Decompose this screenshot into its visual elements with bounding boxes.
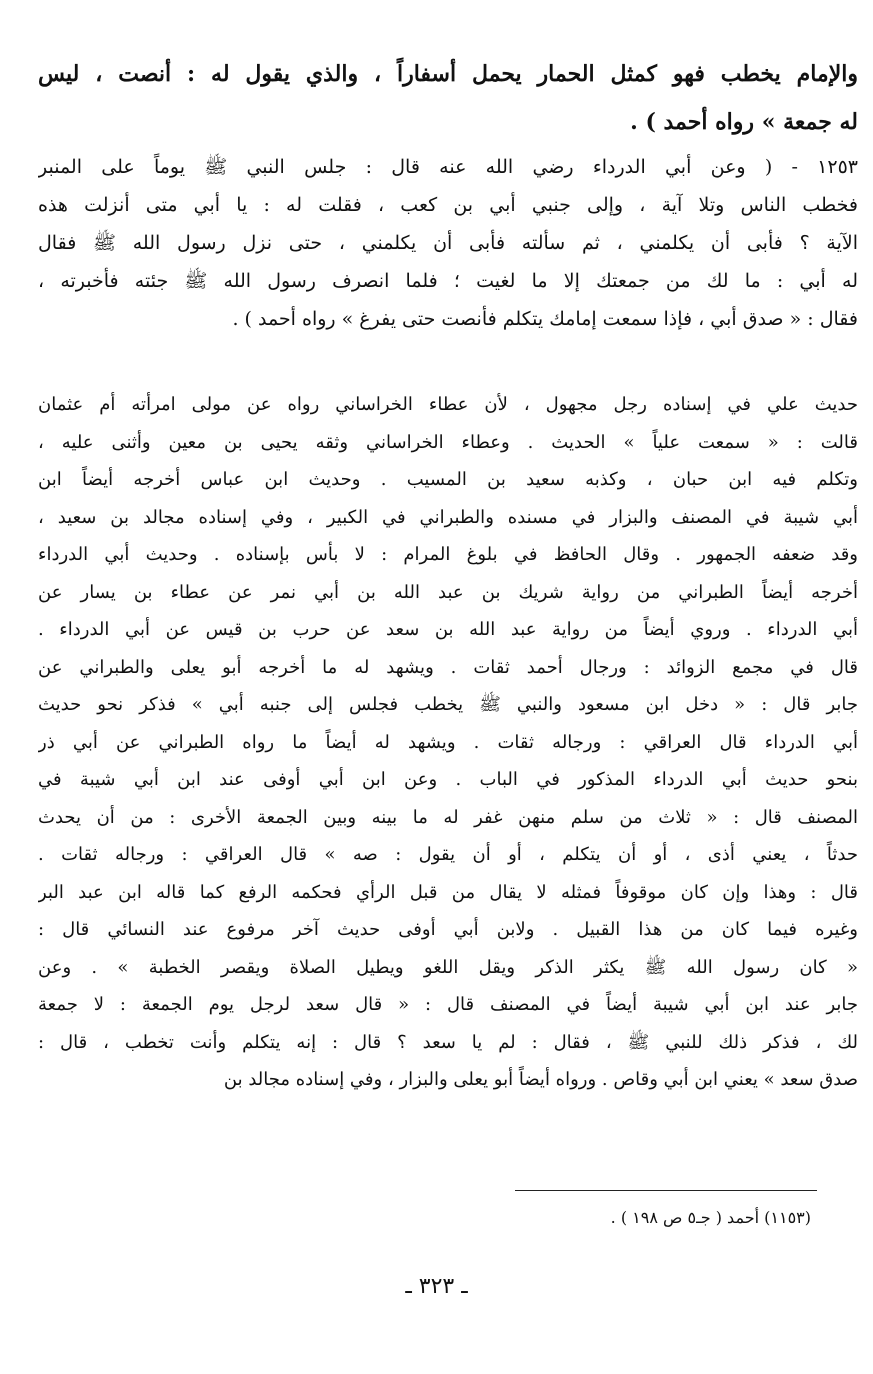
commentary-line: [38, 1024, 858, 1062]
footnote: (١١٥٣) أحمد ( جـ٥ ص ١٩٨ ) .: [610, 1208, 811, 1227]
commentary-line: [38, 724, 858, 762]
commentary: [38, 386, 858, 1099]
hadith-line-text: فقال : « صدق أبي ، فإذا سمعت إمامك يتكلم فأنصت حتى يفرغ » رواه أحمد ) .: [232, 308, 858, 330]
commentary-line: [38, 911, 858, 949]
hadith-line-text: ١٢٥٣ - ( وعن أبي الدرداء رضي الله عنه قال : جلس النبي ﷺ يوماً على المنبر: [38, 156, 858, 178]
hadith-line-text: فخطب الناس وتلا آية ، وإلى جنبي أبي بن كعب ، فقلت له : يا أبي متى أنزلت هذه: [38, 194, 858, 216]
page-number: ـ ٣٢٣ ـ: [405, 1274, 468, 1299]
commentary-line-text: أبي شيبة في المصنف والبزار في مسنده والطبراني في الكبير ، وفي إسناده مجالد بن سعيد ،: [38, 506, 858, 528]
commentary-line-text: قال في مجمع الزوائد : ورجال أحمد ثقات . ويشهد له ما أخرجه أبو يعلى والطبراني عن: [38, 656, 858, 678]
commentary-line: [38, 986, 858, 1024]
top-line-text: له جمعة » رواه أحمد ) .: [630, 109, 858, 135]
commentary-line: [38, 386, 858, 424]
commentary-line-text: لك ، فذكر ذلك للنبي ﷺ ، فقال : لم يا سعد ؟ قال : إنه يتكلم وأنت تخطب ، قال :: [38, 1031, 858, 1053]
top-line: [38, 50, 858, 98]
commentary-line: [38, 836, 858, 874]
commentary-line-text: المصنف قال : « ثلاث من سلم منهن غفر له ما بينه وبين الجمعة الأخرى : من أن يحدث: [38, 806, 858, 828]
commentary-line-text: وغيره فيما كان من هذا القبيل . ولابن أبي أوفى حديث آخر مرفوع عند النسائي قال :: [38, 919, 858, 940]
commentary-line-text: وتكلم فيه ابن حبان ، وكذبه سعيد بن المسيب . وحديث ابن عباس أخرجه أيضاً ابن: [38, 469, 858, 490]
commentary-line-text: صدق سعد » يعني ابن أبي وقاص . ورواه أيضاً أبو يعلى والبزار ، وفي إسناده مجالد بن: [223, 1069, 858, 1090]
commentary-line: [38, 799, 858, 837]
hadith-line: [38, 300, 858, 338]
commentary-line-text: أبي الدرداء قال العراقي : ورجاله ثقات . ويشهد له أيضاً ما رواه الطبراني عن أبي ذر: [38, 731, 858, 753]
commentary-line-text: قالت : « سمعت علياً » الحديث . وعطاء الخراساني وثقه يحيى بن معين وأثنى عليه ،: [38, 431, 858, 453]
commentary-line: [38, 874, 858, 912]
commentary-line: [38, 686, 858, 724]
commentary-line: [38, 461, 858, 499]
hadith-line: [38, 224, 858, 262]
hadith-line: [38, 148, 858, 186]
hadith-line-text: له أبي : ما لك من جمعتك إلا ما لغيت ؛ فلما انصرف رسول الله ﷺ جئته فأخبرته ،: [38, 270, 858, 292]
commentary-line: [38, 536, 858, 574]
commentary-line-text: « كان رسول الله ﷺ يكثر الذكر ويقل اللغو ويطيل الصلاة ويقصر الخطبة » . وعن: [38, 956, 858, 978]
commentary-line-text: حدثاً ، يعني أذى ، أو أن يتكلم ، أو أن يقول : صه » قال العراقي : ورجاله ثقات .: [38, 844, 858, 865]
commentary-line-text: بنحو حديث أبي الدرداء المذكور في الباب . وعن ابن أبي أوفى عند ابن أبي شيبة في: [38, 769, 858, 790]
commentary-line: [38, 499, 858, 537]
commentary-line-text: أبي الدرداء . وروي أيضاً من رواية عبد الله بن سعد عن حرب بن قيس عن أبي الدرداء .: [38, 619, 858, 640]
commentary-line: [38, 424, 858, 462]
hadith-1253: [38, 148, 858, 338]
commentary-line-text: حديث علي في إسناده رجل مجهول ، لأن عطاء الخراساني رواه عن مولى امرأته أم عثمان: [38, 394, 858, 415]
top-line-text: والإمام يخطب فهو كمثل الحمار يحمل أسفاراً ، والذي يقول له : أنصت ، ليس: [38, 61, 858, 87]
commentary-line: [38, 649, 858, 687]
hadith-line-text: الآية ؟ فأبى أن يكلمني ، ثم سألته فأبى أن يكلمني ، حتى نزل رسول الله ﷺ فقال: [38, 232, 858, 254]
commentary-line: [38, 611, 858, 649]
hadith-line: [38, 186, 858, 224]
commentary-line-text: جابر عند ابن أبي شيبة أيضاً في المصنف قال : « قال سعد لرجل يوم الجمعة : لا جمعة: [38, 994, 858, 1015]
footnote-rule: [515, 1190, 817, 1191]
commentary-line-text: قال : وهذا وإن كان موقوفاً فمثله لا يقال من قبل الرأي فحكمه الرفع كما قاله ابن عبد البر: [38, 881, 858, 903]
hadith-line: [38, 262, 858, 300]
top-line: [38, 98, 858, 146]
commentary-line-text: أخرجه أيضاً الطبراني من رواية شريك بن عبد الله بن أبي نمر عن عطاء بن يسار عن: [38, 581, 858, 603]
commentary-line-text: جابر قال : « دخل ابن مسعود والنبي ﷺ يخطب فجلس إلى جنبه أبي » فذكر نحو حديث: [38, 694, 858, 715]
commentary-line: [38, 761, 858, 799]
commentary-line: [38, 574, 858, 612]
commentary-line: [38, 949, 858, 987]
commentary-line-text: وقد ضعفه الجمهور . وقال الحافظ في بلوغ المرام : لا بأس بإسناده . وحديث أبي الدرداء: [38, 544, 858, 565]
commentary-line: [38, 1061, 858, 1099]
hadith-continuation: [38, 50, 858, 146]
